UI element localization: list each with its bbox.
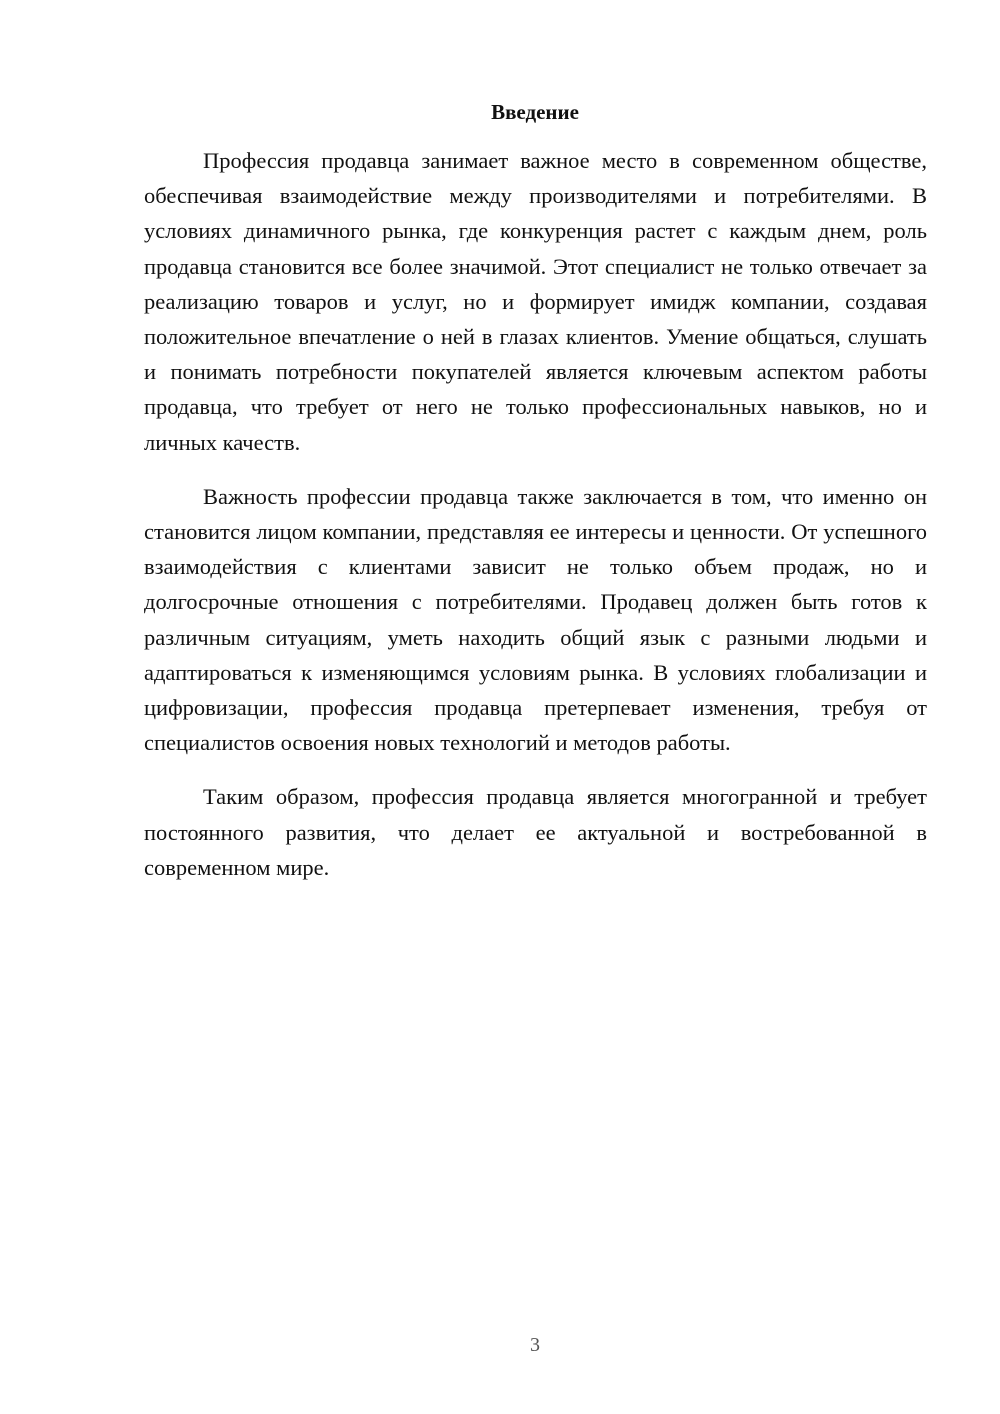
page-title: Введение — [491, 100, 579, 124]
document-body — [144, 143, 927, 885]
paragraph-1: Профессия продавца занимает важное место в современном обществе, обеспечивая взаимодействие между производителями и потребителями. В условиях динамичного рынка, где конкуренция растет с каждым днем, роль продавца становится все более значимой. Этот специалист не только отвечает за реализацию товаров и услуг, но и формирует имидж компании, создавая положительное впечатление о ней в глазах клиентов. Умение общаться, слушать и понимать потребности покупателей является ключевым аспектом работы продавца, что требует от него не только профессиональных навыков, но и личных качеств. — [144, 148, 927, 455]
page-number: 3 — [530, 1334, 540, 1356]
paragraph-3: Таким образом, профессия продавца является многогранной и требует постоянного развития, что делает ее актуальной и востребованной в современном мире. — [144, 784, 927, 880]
paragraph-2: Важность профессии продавца также заключается в том, что именно он становится лицом компании, представляя ее интересы и ценности. От успешного взаимодействия с клиентами зависит не только объем продаж, но и долгосрочные отношения с потребителями. Продавец должен быть готов к различным ситуациям, уметь находить общий язык с разными людьми и адаптироваться к изменяющимся условиям рынка. В условиях глобализации и цифровизации, профессия продавца претерпевает изменения, требуя от специалистов освоения новых технологий и методов работы. — [144, 483, 927, 756]
